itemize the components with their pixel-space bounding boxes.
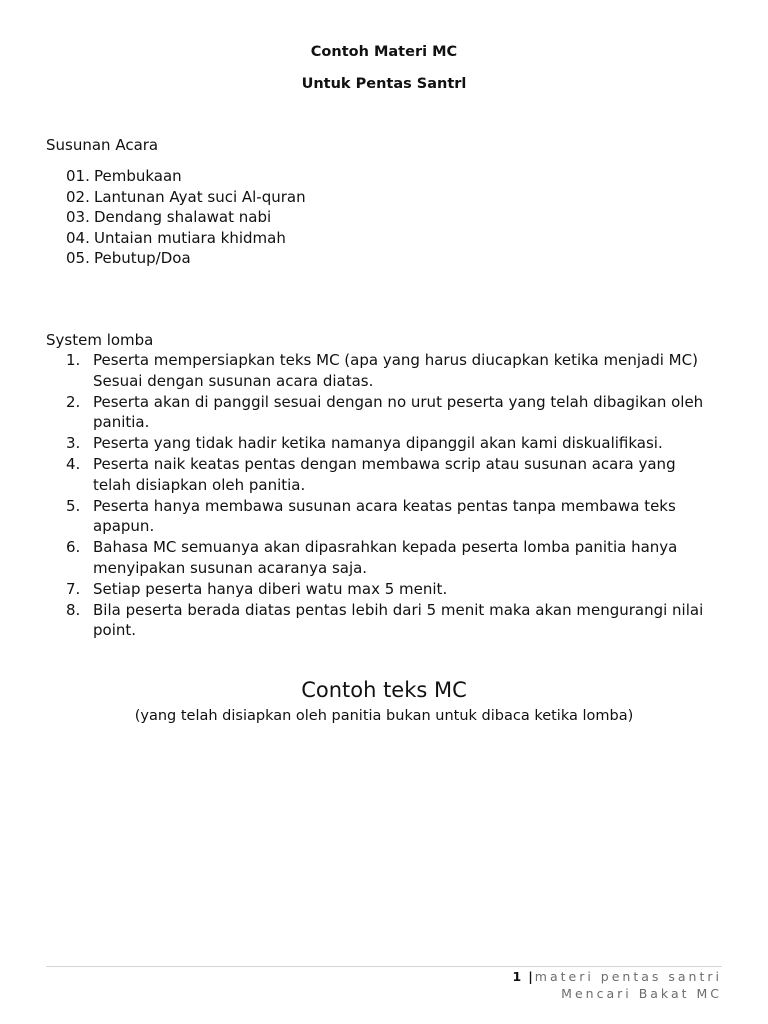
- footer-divider: [46, 966, 722, 967]
- rule-number: 8.: [66, 600, 81, 619]
- rule-item: [66, 600, 716, 642]
- rule-item: [66, 392, 716, 434]
- list-item-number: 05.: [66, 249, 90, 268]
- rule-text: Peserta yang tidak hadir ketika namanya dipanggil akan kami diskualifikasi.: [93, 434, 663, 453]
- page-footer: [513, 968, 722, 1002]
- list-item-number: 01.: [66, 167, 90, 185]
- rule-number: 4.: [66, 454, 81, 473]
- list-item-text: Lantunan Ayat suci Al-quran: [94, 187, 306, 206]
- list-item-number: 02.: [66, 187, 90, 206]
- rule-number: 3.: [66, 434, 81, 453]
- rule-text: Bila peserta berada diatas pentas lebih dari 5 menit maka akan mengurangi nilai point.: [93, 600, 704, 640]
- list-item: [66, 228, 306, 249]
- footer-separator: |: [528, 969, 533, 984]
- system-lomba-list: [66, 350, 716, 641]
- rule-number: 1.: [66, 351, 81, 369]
- rule-item: [66, 496, 716, 538]
- footer-subtitle: Mencari Bakat MC: [561, 986, 722, 1001]
- rule-number: 2.: [66, 392, 81, 411]
- susunan-acara-list: [66, 166, 306, 269]
- list-item-text: Pebutup/Doa: [94, 249, 191, 268]
- rule-number: 7.: [66, 579, 81, 598]
- document-subtitle: Untuk Pentas Santrl: [301, 76, 467, 92]
- list-item: [66, 166, 306, 187]
- rule-text: Peserta akan di panggil sesuai dengan no urut peserta yang telah dibagikan oleh panitia.: [93, 392, 704, 432]
- susunan-acara-heading: Susunan Acara: [46, 136, 159, 154]
- rule-number: 6.: [66, 538, 81, 557]
- list-item-text: Untaian mutiara khidmah: [94, 228, 286, 247]
- list-item-number: 03.: [66, 208, 90, 227]
- list-item: [66, 248, 306, 269]
- rule-number: 5.: [66, 496, 81, 515]
- list-item: [66, 187, 306, 208]
- document-title: Contoh Materi MC: [310, 44, 458, 60]
- rule-text: Bahasa MC semuanya akan dipasrahkan kepada peserta lomba panitia hanya menyipakan susunan acaranya saja.: [93, 538, 678, 577]
- rule-text: Peserta hanya membawa susunan acara keatas pentas tanpa membawa teks apapun.: [93, 496, 676, 536]
- rule-item: [66, 537, 716, 579]
- system-lomba-heading: System lomba: [46, 331, 154, 349]
- page-number: 1: [512, 969, 522, 984]
- rule-item: [66, 579, 716, 600]
- footer-line-1: [513, 968, 722, 985]
- list-item-number: 04.: [66, 228, 90, 247]
- list-item: [66, 207, 306, 228]
- rule-text: Peserta mempersiapkan teks MC (apa yang harus diucapkan ketika menjadi MC) Sesuai dengan susunan acara diatas.: [93, 351, 698, 390]
- footer-title: materi pentas santri: [534, 969, 722, 984]
- rule-text: Peserta naik keatas pentas dengan membawa scrip atau susunan acara yang telah disiapkan oleh panitia.: [93, 454, 676, 494]
- rule-item: [66, 433, 716, 454]
- list-item-text: Pembukaan: [94, 167, 182, 185]
- contoh-teks-subheading: (yang telah disiapkan oleh panitia bukan untuk dibaca ketika lomba): [134, 708, 634, 724]
- list-item-text: Dendang shalawat nabi: [94, 208, 272, 227]
- rule-text: Setiap peserta hanya diberi watu max 5 menit.: [93, 579, 448, 598]
- rule-item: [66, 350, 716, 392]
- contoh-teks-heading: Contoh teks MC: [301, 678, 467, 702]
- rule-item: [66, 454, 716, 496]
